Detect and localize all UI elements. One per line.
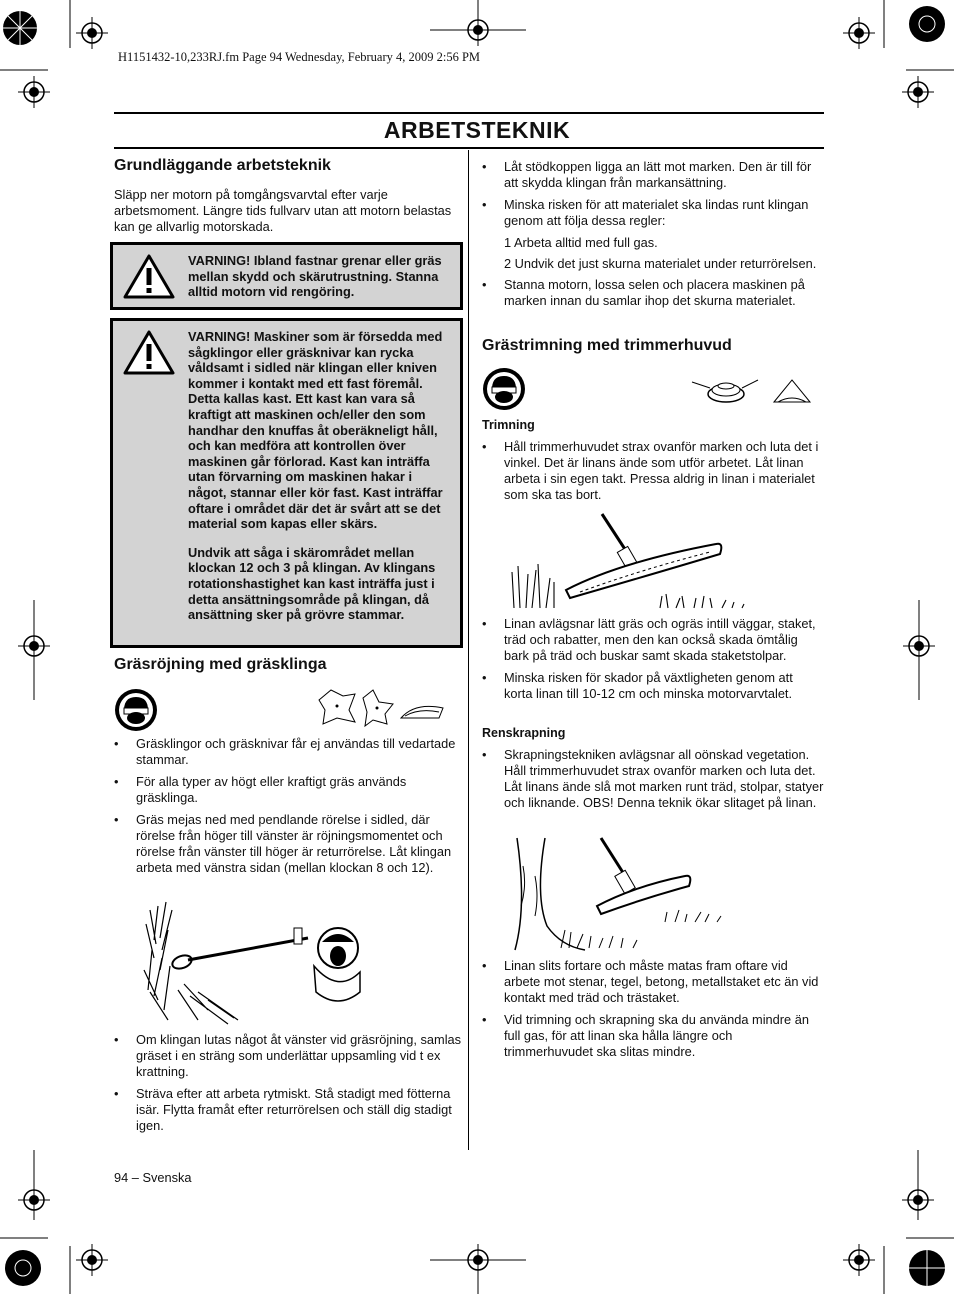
registration-mark-bottom-left [0,1150,120,1294]
title-rule-top [114,112,824,114]
section-heading: Gräsröjning med gräsklinga [114,656,327,673]
trimming-illustration [510,512,755,612]
registration-mark-top-left [0,0,120,120]
grass-blade-icons [315,688,445,728]
grass-clearing-illustration [138,900,364,1028]
registration-mark-right-mid [894,600,954,700]
list-item: • Linan avlägsnar lätt gräs och ogräs intill väggar, staket, träd och rabatter, men den kan också skada ömtålig bark på träd och buskar samt skada staketstolpar. [482,616,824,664]
scraping-bullets-2 [482,958,824,1066]
warning-box-2 [110,318,463,648]
trimming-bullets-2 [482,616,824,708]
warning-paragraph-kickback: VARNING! Maskiner som är försedda med sågklingor eller gräsknivar kan rycka våldsamt i sidled när klingan eller kniven kommer i kontakt med ett fast föremål. Detta kallas kast. Ett kast kan vara så kraftigt att maskinen och/eller den som handhar den knuffas åt oberäkneligt håll, och kan medföra att kontrollen över maskinen går förlorad. Kast kan inträffa utan förvarning om maskinen hakar i något, stannar eller kör fast. Kast inträffar oftare i området där det är svårt att se det material som kapas eller skärs. [188,329,443,532]
registration-mark-top-right [834,0,954,120]
page-title: ARBETSTEKNIK [383,117,571,143]
protective-equipment-icon [482,367,526,411]
grass-blade-bullets [114,736,464,882]
section-body: Släpp ner motorn på tomgångsvarvtal efter varje arbetsmoment. Längre tids fullvarv utan att motorn belastas kan ge allvarlig motorskada. [114,187,452,234]
warning-triangle-icon [123,329,175,375]
section-grass-blade [114,656,464,674]
list-item: • Sträva efter att arbeta rytmiskt. Stå stadigt med fötterna isär. Flytta framåt efter returrörelsen och ställ dig stadigt igen. [114,1086,464,1134]
registration-mark-bottom-center [430,1240,526,1294]
list-item: • Vid trimning och skrapning ska du använda mindre än full gas, för att linan ska hålla längre och trimmerhuvudet ska slitas mindre. [482,1012,824,1060]
warning-triangle-icon [123,253,175,299]
trimming-subsection [482,418,824,509]
registration-mark-left-mid [0,600,60,700]
list-item: • Linan slits fortare och måste matas fram oftare vid arbete mot stenar, tegel, betong, metallstaket etc än vid kontakt med träd och trästaket. [482,958,824,1006]
grass-blade-bullets-2 [114,1032,464,1140]
warning-text [188,329,450,623]
subsection-heading: Trimning [482,418,535,432]
step-2: 2 Undvik det just skurna materialet under returrörelsen. [504,256,817,271]
trimmer-head-icons [688,372,812,412]
warning-box-1 [110,242,463,310]
section-heading: Grundläggande arbetsteknik [114,157,331,174]
protective-equipment-icon [114,688,158,732]
list-item: • Gräsklingor och gräsknivar får ej användas till vedartade stammar. [114,736,464,768]
scraping-subsection [482,726,824,817]
list-item: • Gräs mejas ned med pendlande rörelse i sidled, där rörelse från höger till vänster är röjningsmomentet och rörelse från vänster till höger är returrörelse. Låt klingan arbeta med vänstra sidan (mellan klockan 8 och 12). [114,812,464,876]
warning-text: VARNING! Ibland fastnar grenar eller gräs mellan skydd och skärutrustning. Stanna alltid motorn vid rengöring. [188,253,442,300]
list-item: • Minska risken för att materialet ska lindas runt klingan genom att följa dessa regler: [482,197,824,229]
step-1: 1 Arbeta alltid med full gas. [504,235,658,250]
list-item: • Stanna motorn, lossa selen och placera maskinen på marken innan du samlar ihop det skurna materialet. [482,277,824,309]
list-item: • Håll trimmerhuvudet strax ovanför marken och luta det i vinkel. Det är linans ände som utför arbetet. Låt linan arbeta i sin egen takt. Pressa aldrig in linan i materialet som ska tas bort. [482,439,824,503]
list-item: • Skrapningstekniken avlägsnar all oönskad vegetation. Håll trimmerhuvudet strax ovanför marken och luta det. Låt linans ände slå mot marken runt träd, stolpar, statyer och liknande. OBS! Denna teknik ökar slitaget på linan. [482,747,824,811]
column-divider [468,150,469,1150]
subsection-heading: Renskrapning [482,726,566,740]
blade-tips [482,159,824,315]
file-header-line: H1151432-10,233RJ.fm Page 94 Wednesday, February 4, 2009 2:56 PM [118,50,481,64]
registration-mark-bottom-right [834,1150,954,1294]
scraping-illustration [505,836,730,954]
list-item: • För alla typer av högt eller kraftigt gräs används gräsklinga. [114,774,464,806]
page-footer: 94 – Svenska [114,1170,192,1185]
title-rule-bottom [114,147,824,149]
section-trimmer-head [482,337,824,355]
warning-paragraph-avoid: Undvik att såga i skärområdet mellan klockan 12 och 3 på klingan. Av klingans rotationshastighet kan kast inträffa just i detta ansättningsområde på klingan, då ansättning sker på grövre stammar. [188,544,436,623]
list-item: • Minska risken för skador på växtligheten genom att korta linan till 10-12 cm och minska motorvarvtalet. [482,670,824,702]
section-basic-technique [114,157,464,235]
section-heading: Grästrimning med trimmerhuvud [482,337,732,354]
list-item: • Om klingan lutas något åt vänster vid gräsröjning, samlas gräset i en sträng som underlättar uppsamling vid t ex krattning. [114,1032,464,1080]
list-item: • Låt stödkoppen ligga an lätt mot marken. Den är till för att skydda klingan från markansättning. [482,159,824,191]
